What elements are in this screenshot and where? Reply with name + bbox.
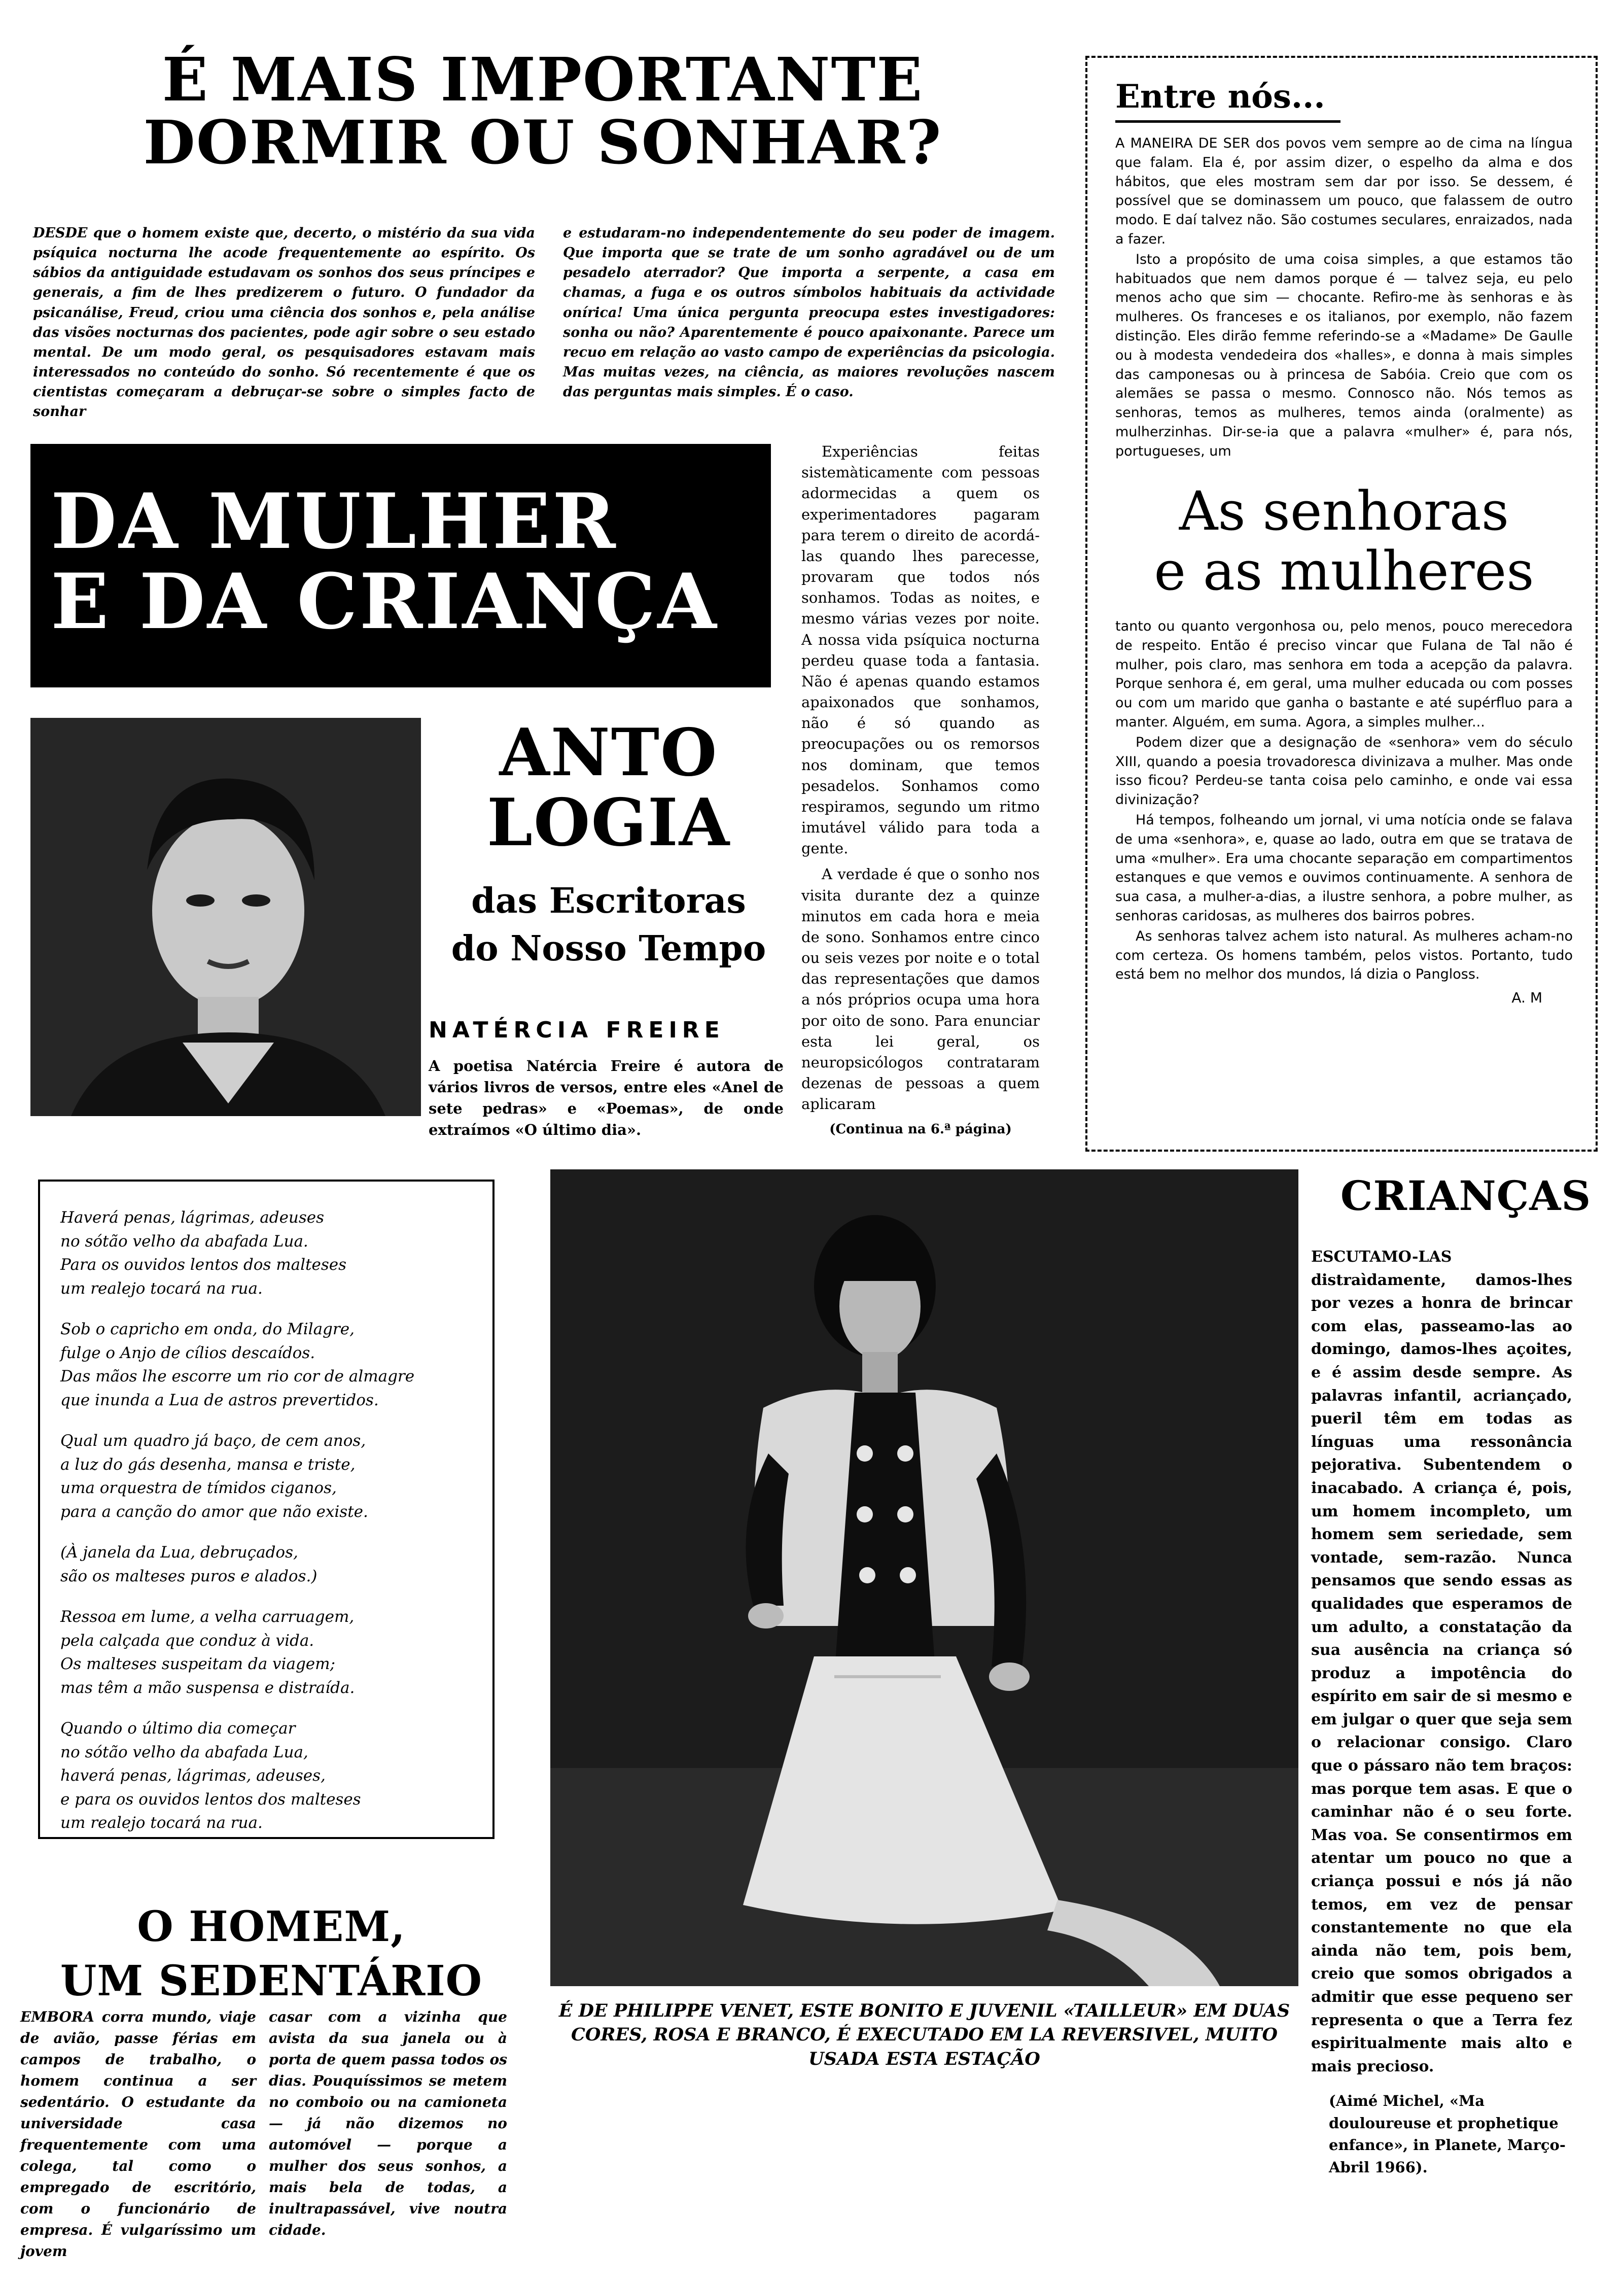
entre-nos-p5: Há tempos, folheando um jornal, vi uma notícia onde se falava de uma «senhora», e, quase ao lado, outra em que se tratava de uma «mulher». Era uma chocante separação em compartimentos estanques e que vemos e ouvimos continuamente. A senhora de sua casa, a mulher-a-dias, a ilustre senhora, a pobre mulher, as senhoras caridosas, as mulheres dos bairros pobres. bbox=[1115, 812, 1573, 924]
poem-stanza bbox=[60, 1717, 477, 1835]
entre-nos-signature: A. M bbox=[1511, 989, 1542, 1007]
anthology-title-line2: LOGIA bbox=[487, 785, 730, 861]
entre-nos-p4: Podem dizer que a designação de «senhora» vem do século XIII, quando a poesia trovadoresca divinizava a mulher. Mas onde isso ficou? Perdeu-se tanta coisa pelo caminho, e onde vai essa divinização? bbox=[1115, 734, 1573, 808]
entre-nos-text-top bbox=[1115, 134, 1573, 461]
poem-line: Haverá penas, lágrimas, adeuses bbox=[60, 1208, 325, 1227]
poem-line: que inunda a Lua de astros prevertidos. bbox=[60, 1391, 379, 1409]
top-article-col3-p1: Experiências feitas sistemàticamente com pessoas adormecidas a quem os experimentadores pagaram para terem o direito de acordá-las quando lhes parecesse, provaram que todos nós sonhamos. Todas as noites, e mesmo várias vezes por noite. A nossa vida psíquica nocturna perdeu quase toda a fantasia. Não é apenas quando estamos apaixonados que sonhamos, não é só quando as preocupações ou os remorsos nos dominam, que temos pesadelos. Sonhamos como respiramos, segundo um ritmo imutável válido para toda a gente. bbox=[801, 443, 1040, 857]
entre-nos-title bbox=[1115, 481, 1573, 602]
entre-nos-text-bottom bbox=[1115, 617, 1573, 984]
banner-line1: DA MULHER bbox=[51, 477, 618, 566]
entre-nos-p2: Isto a propósito de uma coisa simples, a que estamos tão habituados que nem damos porque é — talvez seja, eu pelo menos acho que sim — chocante. Refiro-me às senhoras e às mulheres. Os franceses e os italianos, por exemplo, não fazem distinção. Eles dirão femme referindo-se a «Madame» De Gaulle ou à modesta vendedeira dos «halles», e donna à mais simples das camponesas ou à princesa de Sabóia. Creio que com os alemães se passa o mesmo. Connosco não. Nós temos as senhoras, temos as mulheres, temos ainda (oralmente) as mulherzinhas. Dir-se-ia que a palavra «mulher» é, para nós, portugueses, um bbox=[1115, 251, 1573, 459]
poem-line: a luz do gás desenha, mansa e triste, bbox=[60, 1455, 356, 1474]
homem-title bbox=[28, 1900, 515, 2008]
homem-title-line2: UM SEDENTÁRIO bbox=[60, 1956, 483, 2005]
poem-line: mas têm a mão suspensa e distraída. bbox=[60, 1678, 355, 1697]
poem-line: Para os ouvidos lentos dos malteses bbox=[60, 1256, 346, 1274]
entre-nos-p3: tanto ou quanto vergonhosa ou, pelo menos, pouco merecedora de respeito. Então é preciso vincar que Fulana de Tal não é mulher, pois claro, mas senhora em toda a acepção da palavra. Porque senhora é, em geral, uma mulher educada ou com posses ou com um marido que ganha o bastante e até supérfluo para a manter. Alguém, em suma. Agora, a simples mulher... bbox=[1115, 618, 1573, 730]
anthology-title bbox=[431, 715, 786, 861]
poem-line: uma orquestra de tímidos ciganos, bbox=[60, 1479, 337, 1497]
fashion-caption: É DE PHILIPPE VENET, ESTE BONITO E JUVENIL «TAILLEUR» EM DUAS CORES, ROSA E BRANCO, É EXECUTADO EM LA REVERSIVEL, MUITO USADA ESTA ESTAÇÃO bbox=[558, 2000, 1290, 2069]
poem-line: fulge o Anjo de cílios descaídos. bbox=[60, 1343, 315, 1362]
criancas-heading: CRIANÇAS bbox=[1340, 1172, 1592, 1220]
top-article-title bbox=[30, 44, 1055, 178]
poem-box bbox=[38, 1180, 495, 1839]
anthology-intro: A poetisa Natércia Freire é autora de vários livros de versos, entre eles «Anel de sete pedras» e «Poemas», de onde extraímos «O último dia». bbox=[429, 1057, 784, 1139]
homem-title-line1: O HOMEM, bbox=[137, 1902, 406, 1951]
entre-nos-p1: A MANEIRA DE SER dos povos vem sempre ao de cima na língua que falam. Ela é, por assim dizer, o espelho da alma e dos hábitos, que eles mostram sem dar por isso. Se dessem, é possível que se dominassem um pouco, que falassem de outro modo. E daí talvez não. São costumes seculares, enraizados, nada a fazer. bbox=[1115, 135, 1573, 247]
poem bbox=[60, 1206, 477, 1835]
poem-line: para a canção do amor que não existe. bbox=[60, 1502, 368, 1521]
entre-nos-p6: As senhoras talvez achem isto natural. As mulheres acham-no com certeza. Os homens também, pelos vistos. Portanto, tudo está bem no melhor dos mundos, lá dizia o Pangloss. bbox=[1115, 928, 1573, 983]
top-article-title-line1: É MAIS IMPORTANTE bbox=[162, 44, 924, 115]
poem-stanza bbox=[60, 1206, 477, 1300]
homem-col2: casar com a vizinha que avista da sua janela ou à porta de quem passa todos os dias. Pouquíssimos se metem no comboio ou na camioneta — já não dizemos no automóvel — porque a mulher dos seus sonhos, a mais bela de todas, a inultrapassável, vive noutra cidade. bbox=[269, 2008, 507, 2238]
poem-line: haverá penas, lágrimas, adeuses, bbox=[60, 1766, 326, 1785]
entre-nos-title-line2: e as mulheres bbox=[1154, 540, 1534, 603]
poem-line: um realejo tocará na rua. bbox=[60, 1814, 263, 1832]
anthology-author: NATÉRCIA FREIRE bbox=[429, 1017, 725, 1043]
poem-line: no sótão velho da abafada Lua. bbox=[60, 1232, 308, 1251]
fashion-figure bbox=[550, 1169, 1298, 1986]
portrait-photo bbox=[30, 718, 421, 1116]
poem-stanza bbox=[60, 1605, 477, 1700]
top-article-col1: DESDE que o homem existe que, decerto, o mistério da sua vida psíquica nocturna lhe acode frequentemente ao espírito. Os sábios da antiguidade estudavam os sonhos dos seus príncipes e generais, a fim de lhes predizerem o futuro. O fundador da psicanálise, Freud, criou uma ciência dos sonhos e, pela análise das visões nocturnas dos pacientes, pode agir sobre o seu estado mental. De um modo geral, os pesquisadores estavam mais interessados no conteúdo do sonho. Só recentemente é que os cientistas começaram a debruçar-se sobre o simples facto de sonhar bbox=[33, 225, 535, 420]
top-article-col3 bbox=[801, 441, 1040, 1144]
poem-stanza bbox=[60, 1318, 477, 1412]
anthology-subtitle-line1: das Escritoras bbox=[471, 881, 746, 921]
poem-stanza bbox=[60, 1429, 477, 1523]
anthology-title-line1: ANTO bbox=[499, 715, 718, 791]
section-banner bbox=[30, 444, 771, 687]
entre-nos-title-line1: As senhoras bbox=[1179, 479, 1509, 542]
poem-line: e para os ouvidos lentos dos malteses bbox=[60, 1790, 361, 1809]
top-article-title-line2: DORMIR OU SONHAR? bbox=[143, 107, 942, 178]
continues-note: (Continua na 6.ª página) bbox=[829, 1121, 1012, 1137]
poem-line: Quando o último dia começar bbox=[60, 1719, 296, 1738]
entre-nos-heading: Entre nós... bbox=[1115, 81, 1340, 123]
criancas-text: ESCUTAMO-LAS distraìdamente, damos-lhes por vezes a honra de brincar com elas, passeamo-las ao domingo, damos-lhes açoites, e é assim desde sempre. As palavras infantil, acriançado, pueril têm em todas as línguas uma ressonância pejorativa. Subentendem o inacabado. A criança é, pois, um homem incompleto, um homem sem seriedade, sem vontade, sem-razão. Nunca pensamos que sendo essas as qualidades que esperamos de um adulto, a constatação da sua ausência na criança só produz a impotência do espírito em sair de si mesmo e em julgar o quer que seja sem o relacionar consigo. Claro que o pássaro não tem braços: mas porque tem asas. E que o caminhar não é o seu forte. Mas voa. Se consentirmos em atentar um pouco no que a criança possui e nós já não temos, em vez de pensar constantemente no que ela ainda não tem, pois bem, creio que somos obrigados a admitir que esse pequeno ser representa o que a Terra fez espiritualmente mais alto e mais precioso. bbox=[1311, 1248, 1572, 2075]
banner-line2: E DA CRIANÇA bbox=[51, 557, 719, 646]
poem-line: Das mãos lhe escorre um rio cor de almagre bbox=[60, 1367, 415, 1385]
poem-line: um realejo tocará na rua. bbox=[60, 1279, 263, 1298]
poem-line: Sob o capricho em onda, do Milagre, bbox=[60, 1320, 355, 1338]
fashion-photo bbox=[550, 1169, 1298, 1986]
poem-line: no sótão velho da abafada Lua, bbox=[60, 1743, 308, 1761]
entre-nos-box bbox=[1085, 56, 1598, 1152]
poem-stanza bbox=[60, 1541, 477, 1588]
top-article-col2: e estudaram-no independentemente do seu poder de imagem. Que importa que se trate de um sonho agradável ou de um pesadelo aterrador? Que importa a serpente, a casa em chamas, a fuga e os outros símbolos habituais da actividade onírica! Uma única pergunta preocupa estes investigadores: sonha ou não? Aparentemente é pouco apaixonante. Parece um recuo em relação ao vasto campo de experiências da psicologia. Mas muitas vezes, na ciência, as maiores revoluções nascem das perguntas mais simples. É o caso. bbox=[563, 225, 1055, 400]
top-article-col3-p2: A verdade é que o sonho nos visita durante dez a quinze minutos em cada hora e meia de sono. Sonhamos entre cinco ou seis vezes por noite e o total das representações que damos a nós próprios ocupa uma hora por oito de sono. Para enunciar esta lei geral, os neuropsicólogos contrataram dezenas de pessoas a quem aplicaram bbox=[801, 865, 1040, 1113]
poem-line: Ressoa em lume, a velha carruagem, bbox=[60, 1608, 355, 1626]
poem-line: são os malteses puros e alados.) bbox=[60, 1567, 317, 1585]
poem-line: Qual um quadro já baço, de cem anos, bbox=[60, 1432, 366, 1450]
homem-col1: EMBORA corra mundo, viaje de avião, passe férias em campos de trabalho, o homem continua a ser sedentário. O estudante da universidade casa frequentemente com uma colega, tal como o empregado de escritório, com o funcionário de empresa. É vulgaríssimo um jovem bbox=[20, 2008, 256, 2260]
poem-line: pela calçada que conduz à vida. bbox=[60, 1631, 314, 1650]
anthology-subtitle-line2: do Nosso Tempo bbox=[451, 928, 766, 969]
portrait-figure bbox=[30, 718, 421, 1116]
anthology-subtitle bbox=[431, 878, 786, 973]
criancas-source: (Aimé Michel, «Ma douloureuse et prophetique enfance», in Planete, Março-Abril 1966). bbox=[1329, 2092, 1566, 2176]
poem-line: Os malteses suspeitam da viagem; bbox=[60, 1655, 335, 1673]
poem-line: (À janela da Lua, debruçados, bbox=[60, 1543, 298, 1562]
